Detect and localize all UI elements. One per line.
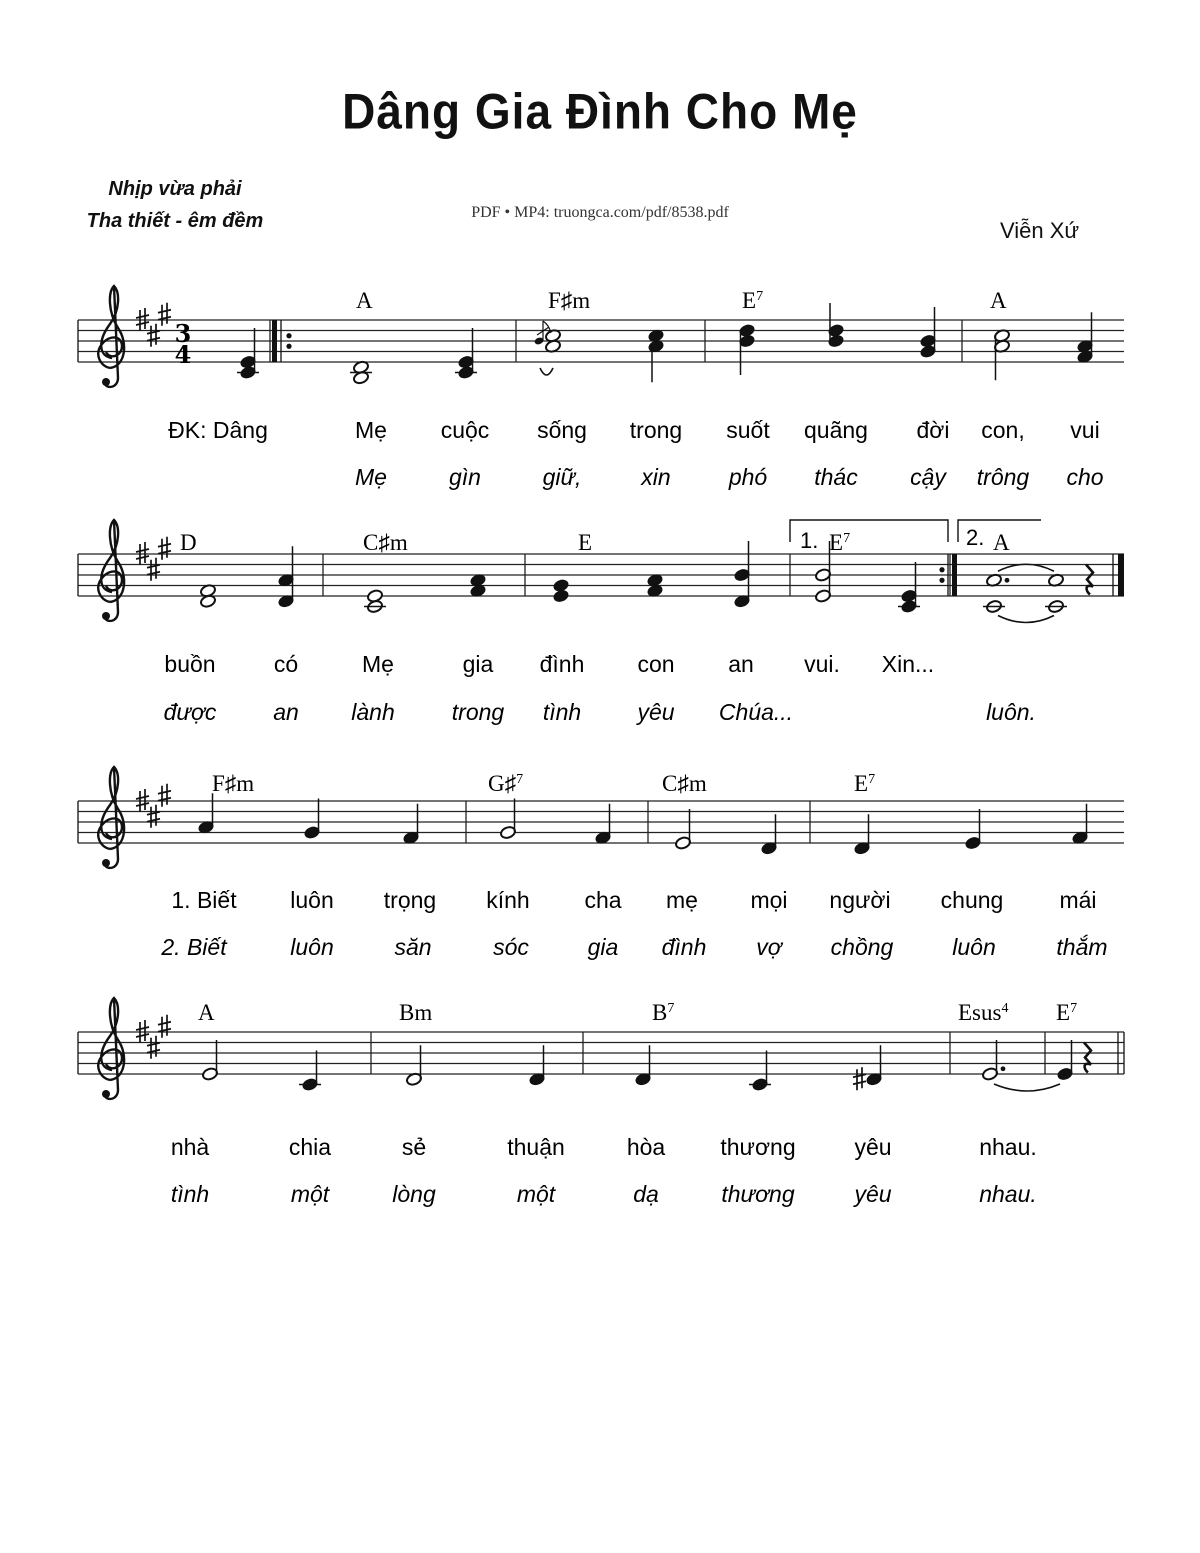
chord-symbol: E — [578, 530, 593, 555]
staff-system-1 — [78, 286, 1124, 490]
lyric-syllable: luôn — [952, 934, 996, 960]
treble-clef-icon — [98, 286, 124, 387]
lyric-syllable: Mẹ — [362, 651, 394, 677]
treble-clef-dot — [102, 859, 110, 867]
treble-clef-dot — [102, 1090, 110, 1098]
lyric-syllable: buồn — [164, 651, 216, 677]
augmentation-dot — [1001, 1066, 1006, 1071]
treble-clef-icon — [98, 520, 124, 621]
lyric-syllable: an — [273, 699, 299, 725]
lyric-syllable: Mẹ — [355, 417, 387, 443]
lyric-syllable: cha — [584, 887, 622, 913]
chord-symbol: A — [198, 1000, 215, 1025]
sharp-icon — [147, 805, 160, 828]
lyric-syllable: ĐK: Dâng — [168, 417, 268, 443]
augmentation-dot — [1005, 578, 1010, 583]
lyric-syllable: chia — [288, 1134, 332, 1160]
lyric-syllable: luôn — [290, 887, 334, 913]
lyric-syllable: yêu — [854, 1134, 892, 1160]
lyric-syllable: trọng — [383, 887, 437, 913]
staff-system-4 — [78, 998, 1124, 1207]
chord-extension: 7 — [667, 1001, 675, 1016]
chord-symbol: A — [993, 530, 1010, 555]
lyric-syllable: một — [516, 1181, 556, 1207]
lyric-syllable: yêu — [854, 1181, 892, 1207]
lyric-syllable: dạ — [633, 1181, 659, 1207]
time-signature-top: 3 — [174, 319, 192, 348]
lyric-syllable: tình — [170, 1181, 210, 1207]
lyric-syllable: cho — [1066, 464, 1104, 490]
chord-symbol: C♯m — [662, 771, 707, 796]
lyric-syllable: con, — [981, 417, 1025, 443]
sharp-icon — [158, 1015, 171, 1038]
lyric-syllable: thác — [814, 464, 858, 490]
tie — [998, 564, 1054, 571]
lyric-syllable: trong — [629, 417, 683, 443]
repeat-dot — [939, 578, 944, 583]
lyric-syllable: Xin... — [881, 651, 935, 677]
sharp-icon — [147, 1036, 160, 1059]
song-title: Dâng Gia Đình Cho Mẹ — [342, 82, 858, 140]
lyric-syllable: tình — [542, 699, 582, 725]
lyric-syllable: 1. Biết — [171, 887, 237, 913]
lyric-syllable: cậy — [910, 464, 946, 490]
lyric-syllable: an — [728, 651, 754, 677]
lyric-syllable: đình — [661, 934, 707, 960]
repeat-dot — [286, 344, 291, 349]
time-signature-bottom: 4 — [174, 340, 192, 369]
repeat-end-thick — [952, 554, 957, 596]
volta-number-1: 1. — [800, 528, 819, 553]
sharp-icon — [147, 558, 160, 581]
composer-name: Viễn Xứ — [1000, 218, 1080, 243]
lyric-syllable: lòng — [392, 1181, 436, 1207]
lyric-syllable: luôn. — [986, 699, 1036, 725]
lyric-syllable: 2. Biết — [161, 934, 227, 960]
quarter-rest-icon — [1086, 565, 1093, 595]
chord-symbol: $E^7$ — [742, 288, 764, 313]
lyric-syllable: luôn — [290, 934, 334, 960]
lyric-syllable: có — [273, 651, 299, 677]
lyric-syllable: cuộc — [440, 417, 490, 443]
lyric-syllable: chồng — [830, 934, 894, 960]
lyric-syllable: nhau. — [979, 1181, 1037, 1207]
lyric-syllable: trong — [451, 699, 505, 725]
chord-symbol: A — [356, 288, 373, 313]
lyric-syllable: thương — [721, 1181, 795, 1207]
treble-clef-icon — [98, 998, 124, 1099]
staff-system-3 — [78, 767, 1124, 960]
lyric-syllable: Mẹ — [355, 464, 387, 490]
lyric-syllable: thắm — [1056, 934, 1108, 960]
chord-symbol: Esus$^4$ — [958, 1000, 1009, 1025]
chord-extension: 7 — [756, 289, 764, 304]
sharp-icon — [158, 784, 171, 807]
chord-symbol: $E^7$ — [1056, 1000, 1078, 1025]
lyric-syllable: săn — [394, 934, 432, 960]
lyric-syllable: trông — [976, 464, 1030, 490]
lyric-syllable: đình — [539, 651, 585, 677]
lyric-syllable: thương — [720, 1134, 796, 1160]
lyric-syllable: thuận — [507, 1134, 565, 1160]
lyric-syllable: sống — [537, 417, 587, 443]
tie — [998, 616, 1054, 623]
treble-clef-dot — [102, 612, 110, 620]
lyric-syllable: suốt — [726, 417, 770, 443]
lyric-syllable: quãng — [804, 417, 868, 443]
repeat-start-thick — [272, 320, 277, 362]
chord-extension: 7 — [1070, 1001, 1078, 1016]
tie — [994, 1084, 1060, 1091]
repeat-dot — [939, 567, 944, 572]
lyric-syllable: gia — [462, 651, 494, 677]
lyric-syllable: giữ, — [542, 464, 582, 490]
lyric-syllable: nhà — [170, 1134, 210, 1160]
lyric-syllable: vợ — [756, 934, 782, 960]
tempo-marking: Nhịp vừa phải — [108, 178, 242, 200]
lyric-syllable: chung — [940, 887, 1004, 913]
lyric-syllable: xin — [641, 464, 671, 490]
lyric-syllable: sóc — [493, 934, 529, 960]
lyric-syllable: mẹ — [666, 887, 698, 913]
chord-symbol: D — [180, 530, 197, 555]
lyric-syllable: vui. — [804, 651, 840, 677]
notehead — [553, 578, 570, 592]
final-barline-thick — [1118, 554, 1124, 596]
expression-marking: Tha thiết - êm đềm — [86, 210, 264, 232]
lyric-syllable: người — [829, 887, 891, 913]
sharp-icon — [158, 303, 171, 326]
lyric-syllable: được — [163, 699, 217, 725]
sharp-icon — [158, 537, 171, 560]
lyric-syllable: Chúa... — [718, 699, 794, 725]
lyric-syllable: gia — [587, 934, 619, 960]
lyric-syllable: con — [637, 651, 675, 677]
lyric-syllable: gìn — [449, 464, 481, 490]
lyric-syllable: phó — [728, 464, 768, 490]
sharp-icon — [853, 1067, 866, 1090]
lyric-syllable: sẻ — [401, 1134, 427, 1160]
chord-extension: 7 — [868, 772, 876, 787]
chord-symbol: $B^7$ — [652, 1000, 675, 1025]
chord-symbol: $E^7$ — [854, 771, 876, 796]
chord-symbol: Bm — [399, 1000, 433, 1025]
chord-symbol: G♯$^7$ — [488, 771, 524, 796]
treble-clef-icon — [98, 767, 124, 868]
chord-extension: 7 — [516, 772, 524, 787]
source-link[interactable]: PDF • MP4: truongca.com/pdf/8538.pdf — [471, 204, 729, 221]
lyric-syllable: mái — [1059, 887, 1097, 913]
chord-symbol: C♯m — [363, 530, 408, 555]
lyric-syllable: nhau. — [979, 1134, 1037, 1160]
lyric-syllable: kính — [486, 887, 530, 913]
repeat-dot — [286, 333, 291, 338]
chord-extension: 7 — [843, 531, 851, 546]
chord-symbol: $E^7$ — [829, 530, 851, 555]
volta-number-2: 2. — [966, 525, 985, 550]
lyric-syllable: đời — [916, 417, 950, 443]
tie — [540, 368, 553, 375]
lyric-syllable: yêu — [637, 699, 675, 725]
chord-symbol: A — [990, 288, 1007, 313]
chord-symbol: F♯m — [212, 771, 255, 796]
lyric-syllable: lành — [351, 699, 395, 725]
lyric-syllable: mọi — [750, 887, 788, 913]
lyric-syllable: một — [290, 1181, 330, 1207]
staff-system-2 — [78, 520, 1124, 725]
chord-symbol: F♯m — [548, 288, 591, 313]
lyric-syllable: hòa — [626, 1134, 666, 1160]
sharp-icon — [147, 324, 160, 347]
lyric-syllable: vui — [1070, 417, 1100, 443]
notehead — [367, 589, 384, 603]
chord-extension: 4 — [1001, 1001, 1009, 1016]
treble-clef-dot — [102, 378, 110, 386]
quarter-rest-icon — [1084, 1043, 1091, 1073]
